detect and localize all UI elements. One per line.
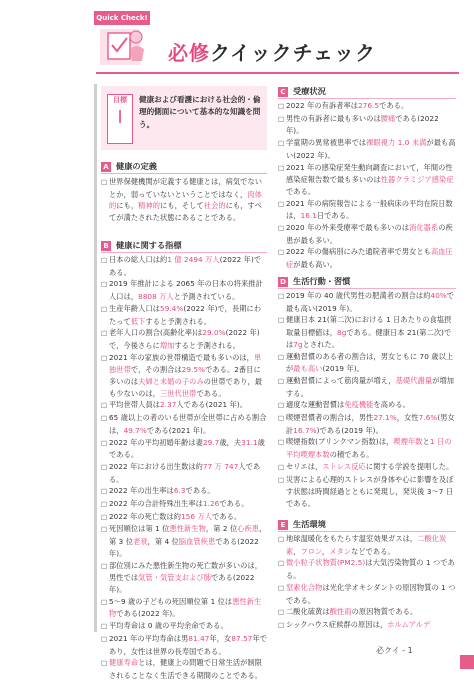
- text-segment: 災害による心理的ストレスが身体や心に影響を及ぼす状態は時間経過とともに発現し，発災後 3～7 日である。: [286, 474, 454, 508]
- text-segment: 29.5%: [181, 365, 206, 375]
- text-segment: 16.1: [300, 211, 317, 221]
- text-segment: である。: [379, 101, 409, 110]
- page-number: 必クイ - 1: [376, 646, 413, 655]
- text-segment: 健康日本 21(第二次)における 1 日あたりの食塩摂取量目標値は，: [286, 315, 452, 338]
- list-item: [278, 162, 456, 198]
- text-segment: である。: [196, 388, 226, 398]
- list-item: [278, 582, 456, 606]
- section-title: 生活環境: [293, 519, 326, 529]
- text-segment: 消化器系: [409, 223, 439, 233]
- text-segment: にも，そして: [160, 201, 204, 211]
- text-segment: 世界保健機関が定義する健康とは，病気でないとか，弱っていないということではなく，: [109, 177, 263, 199]
- section-title: 受療状況: [293, 86, 326, 96]
- text-segment: 2022 年の有訴者率は: [286, 101, 359, 110]
- text-segment: 日本の総人口は約: [109, 255, 168, 264]
- text-segment: 基礎代謝量: [395, 375, 433, 385]
- text-segment: で最も高い(2019 年)。: [286, 291, 455, 313]
- list-item: [101, 560, 267, 596]
- text-segment: 2022 年の平均初婚年齢は妻: [109, 437, 203, 447]
- text-segment: 年，女: [209, 633, 232, 643]
- text-segment: は大気汚染物質の 1 つである。: [286, 558, 455, 581]
- text-segment: 8808 万人: [138, 292, 174, 302]
- text-segment: 性器クラミジア感染症: [380, 175, 454, 185]
- list-item: [101, 657, 267, 681]
- list-item: [278, 290, 456, 314]
- text-segment: の積である。: [329, 450, 374, 460]
- text-segment: ，: [321, 546, 330, 556]
- text-segment: の原因物質である。: [351, 607, 418, 617]
- list-item: [278, 375, 456, 399]
- text-segment: 31.1: [241, 437, 258, 447]
- text-segment: 1.26: [202, 499, 220, 509]
- text-segment: 7g: [293, 339, 303, 349]
- list-item: [101, 498, 267, 511]
- text-segment: (2019 年)。: [322, 364, 364, 374]
- list-item: [101, 399, 267, 412]
- text-segment: である。健康日本 21(第二次)では: [286, 328, 452, 349]
- text-segment: 2019 年の 40 歳代男性の肥満者の割合は約: [286, 291, 431, 300]
- section-badge: A: [101, 162, 111, 172]
- text-segment: の世帯であり，最も少ないのは，: [109, 377, 263, 398]
- section-d-header: [278, 276, 456, 287]
- section-badge: E: [278, 520, 288, 530]
- list-item: [278, 222, 456, 246]
- list-item: [101, 596, 267, 620]
- text-segment: 1 億 2494 万人: [167, 255, 220, 264]
- list-item: [101, 485, 267, 498]
- text-segment: (2022 年)で，今後さらに: [109, 328, 260, 350]
- text-segment: 65 歳以上の者のいる世帯が全世帯に占める割合は，: [109, 413, 267, 435]
- section-b-body: [101, 254, 267, 682]
- section-badge: D: [278, 277, 288, 287]
- left-margin-rule: [94, 84, 97, 632]
- text-segment: 2021 年の家族の世帯構造で最も多いのは，: [109, 352, 254, 362]
- text-segment: フロン: [300, 546, 322, 556]
- text-segment: である(2021 年)。: [146, 425, 211, 435]
- list-item: [101, 461, 267, 485]
- text-segment: 16.7%: [293, 425, 317, 435]
- text-segment: 裸眼視力 1.0 未満: [366, 138, 427, 148]
- text-segment: 歳，夫: [219, 437, 242, 447]
- text-segment: ，第 4 位: [147, 537, 179, 547]
- text-segment: すると予測される。: [174, 340, 241, 350]
- section-title: 健康の定義: [116, 161, 157, 171]
- text-segment: 8g: [337, 328, 347, 338]
- text-segment: 人である。: [109, 461, 261, 484]
- list-item: [101, 254, 267, 278]
- text-segment: 部位別にみた悪性新生物の死亡数が多いのは，男性では: [109, 560, 263, 583]
- text-segment: の疾患が最も多い。: [286, 223, 453, 245]
- section-e-body: [278, 533, 456, 632]
- text-segment: 5～9 歳の子どもの死因順位第 1 位は: [109, 596, 233, 606]
- text-segment: セリエは，: [286, 461, 323, 471]
- goal-tag: [107, 94, 133, 144]
- text-segment: 微小粒子状物質(PM2.5): [286, 558, 366, 568]
- text-segment: 49.7%: [123, 425, 147, 435]
- text-segment: 2022 年の死亡数は約: [109, 511, 182, 521]
- section-a-body: [101, 176, 267, 224]
- text-segment: 二酸化炭素: [286, 534, 447, 556]
- text-segment: と予測されている。: [173, 292, 240, 302]
- list-item: [278, 474, 456, 510]
- text-segment: 平均世帯人員は: [109, 400, 161, 410]
- list-item: [101, 620, 267, 633]
- text-segment: を高める。: [373, 400, 410, 410]
- text-segment: が増加する。: [286, 375, 455, 398]
- section-e-header: [278, 519, 456, 530]
- text-segment: 2021 年の平均寿命は男: [109, 633, 189, 643]
- list-item: [101, 633, 267, 657]
- text-segment: 77 万 747: [202, 461, 239, 471]
- text-segment: 27.1%: [373, 413, 397, 423]
- section-c-header: [278, 86, 456, 97]
- text-segment: ，第 2 位: [205, 524, 238, 534]
- text-segment: が最も高い。: [293, 260, 338, 270]
- text-segment: が最も高い(2022 年)。: [286, 138, 456, 160]
- section-b-header: [101, 240, 267, 251]
- text-segment: クイックチェック: [210, 41, 376, 65]
- text-segment: 1 日の平均喫煙本数: [286, 437, 452, 460]
- text-segment: 老年人口の割合(高齢化率)は: [109, 328, 203, 338]
- list-item: [101, 352, 267, 400]
- text-segment: 40%: [430, 291, 447, 300]
- text-segment: 必修: [168, 41, 210, 65]
- text-segment: である(2022 年)。: [116, 609, 180, 619]
- section-title: 健康に関する指標: [116, 240, 182, 250]
- text-segment: 年であり，女性は世界の長寿国である。: [109, 633, 267, 656]
- text-segment: 腰痛: [380, 113, 396, 123]
- text-segment: である。: [219, 499, 249, 509]
- text-segment: 2022 年における出生数は約: [109, 461, 203, 471]
- goal-box: [101, 86, 267, 150]
- text-segment: 気管・気管支および肺: [138, 573, 212, 583]
- text-segment: (2022 年)である。: [109, 255, 262, 277]
- list-item: [278, 314, 456, 350]
- text-segment: 免疫機能: [344, 400, 374, 410]
- text-segment: 単独世帯: [109, 352, 262, 375]
- text-segment: 平均寿命は 0 歳の平均余命である。: [109, 621, 228, 631]
- text-segment: 社会的: [203, 201, 226, 211]
- list-item: [278, 619, 456, 632]
- list-item: [278, 246, 456, 270]
- text-segment: 2021 年の病院報告による一般病床の平均在院日数は，: [286, 198, 453, 221]
- text-segment: シックハウス症候群の原因は，: [286, 619, 388, 629]
- text-segment: 最も高い: [293, 364, 323, 374]
- text-segment: 29.7: [202, 437, 220, 447]
- text-segment: である(2022 年)。: [109, 573, 255, 594]
- text-segment: 心疾患: [237, 524, 260, 534]
- text-segment: 健康寿命: [109, 658, 139, 668]
- text-segment: である(2022 年)。: [109, 537, 259, 558]
- text-segment: 29.0%: [202, 328, 226, 338]
- goal-label: 目標: [113, 96, 127, 104]
- text-segment: 三世代世帯: [160, 388, 197, 398]
- text-segment: 生産年齢人口は: [109, 303, 161, 313]
- text-segment: 運動習慣のある者の割合は，男女ともに 70 歳以上が: [286, 351, 454, 374]
- text-segment: 2020 年の外来受療率で最も多いのは: [286, 223, 410, 233]
- text-segment: 7.6%: [418, 413, 438, 423]
- page-corner-icon: [460, 655, 474, 669]
- text-segment: メタン: [329, 546, 352, 556]
- list-item: [278, 113, 456, 137]
- text-segment: 59.4%: [160, 303, 184, 313]
- section-d-body: [278, 290, 456, 510]
- text-segment: 2022 年の傷病別にみた通院者率で男女とも: [286, 247, 431, 257]
- text-segment: 喫煙習慣者の割合は，男性: [286, 413, 374, 423]
- text-segment: 精神的: [138, 201, 161, 211]
- text-segment: 男性の有訴者に最も多いのは: [286, 113, 381, 123]
- list-item: [278, 100, 456, 113]
- section-a-header: [101, 161, 267, 172]
- list-item: [101, 303, 267, 327]
- list-item: [101, 437, 267, 461]
- quick-check-label: Quick Check!: [96, 14, 148, 22]
- text-segment: 運動習慣によって筋肉量が増え，: [286, 375, 396, 385]
- text-segment: 増加: [159, 340, 175, 350]
- text-segment: ストレス反応: [322, 461, 366, 471]
- text-segment: とは，健康上の問題で日常生活が制限されることなく生活できる期間のことである。: [109, 658, 263, 680]
- text-segment: 2022 年の出生率は: [109, 486, 174, 496]
- text-segment: にも，: [116, 201, 139, 211]
- list-item: [278, 351, 456, 375]
- section-badge: B: [101, 241, 111, 251]
- text-segment: 日である。: [316, 211, 354, 221]
- text-segment: 適度な運動習慣は: [286, 400, 345, 410]
- text-segment: 夫婦と未婚の子のみ: [138, 377, 204, 387]
- list-item: [101, 278, 267, 302]
- goal-number: Ⅰ: [117, 107, 123, 128]
- text-segment: である。: [212, 511, 242, 521]
- text-segment: 2021 年の感染症発生動向調査において，年間の性感染症報告数で最も多いのは: [286, 162, 453, 185]
- text-segment: (男女計: [286, 413, 455, 435]
- list-item: [278, 533, 456, 557]
- title-divider: [96, 72, 459, 74]
- text-segment: )である(2019 年)。: [316, 425, 383, 435]
- text-segment: 肉体的: [109, 189, 262, 211]
- text-segment: である(2022 年)。: [286, 113, 439, 136]
- text-segment: 高血圧症: [286, 247, 453, 270]
- text-segment: 二酸化硫黄は: [286, 607, 330, 617]
- text-segment: 6.3: [173, 486, 186, 496]
- text-segment: 156 万人: [181, 511, 213, 521]
- section-c-body: [278, 100, 456, 271]
- text-segment: とされた。: [302, 339, 340, 349]
- text-segment: 2019 年推計による 2065 年の日本の将来推計人口は，: [109, 279, 263, 302]
- list-item: [278, 198, 456, 222]
- text-segment: 悪性新生物: [109, 596, 262, 619]
- list-item: [101, 412, 267, 436]
- text-segment: (2022 年)で，長期にわたって: [109, 303, 262, 326]
- text-segment: などである。: [351, 546, 395, 556]
- text-segment: で，その割合は: [130, 365, 182, 375]
- list-item: [278, 436, 456, 460]
- text-segment: 学童期の異常被患率では: [286, 138, 367, 148]
- text-segment: である。: [185, 486, 215, 496]
- text-segment: 2022 年の合計特殊出生率は: [109, 499, 203, 509]
- text-segment: 酸性雨: [329, 607, 352, 617]
- text-segment: 低下: [130, 316, 146, 326]
- text-segment: ，: [293, 546, 301, 556]
- text-segment: 276.5: [358, 101, 380, 110]
- text-segment: である。: [286, 186, 316, 196]
- text-segment: と: [422, 437, 430, 447]
- text-segment: 喫煙年数: [393, 437, 423, 447]
- text-segment: ，第 3 位: [109, 524, 267, 547]
- text-segment: 人である(2021 年)。: [176, 400, 248, 410]
- text-segment: 歳である。: [109, 437, 265, 460]
- text-segment: にも，すべてが満たされた状態にあることである。: [109, 201, 262, 223]
- text-segment: 悪性新生物: [169, 524, 206, 534]
- list-item: [278, 557, 456, 581]
- text-segment: である。2番目に多いのは: [109, 365, 261, 387]
- text-segment: に関する学説を提唱した。: [365, 461, 454, 471]
- page-title: [168, 37, 376, 66]
- text-segment: 脳血管疾患: [178, 537, 216, 547]
- list-item: [101, 511, 267, 524]
- list-item: [101, 523, 267, 559]
- text-segment: ，女性: [396, 413, 419, 423]
- text-segment: すると予測される。: [145, 316, 212, 326]
- section-title: 生活行動・習慣: [293, 276, 351, 286]
- text-segment: 2.37: [160, 400, 177, 410]
- list-item: [278, 137, 456, 161]
- list-item: [101, 327, 267, 351]
- section-badge: C: [278, 87, 288, 97]
- text-segment: ホルムアルデ: [387, 619, 431, 629]
- list-item: [278, 412, 456, 436]
- list-item: [278, 461, 456, 474]
- list-item: [278, 399, 456, 412]
- text-segment: 喫煙指数(ブリンクマン指数)は，: [286, 437, 394, 447]
- text-segment: 窒素化合物: [286, 582, 323, 592]
- text-segment: 死因順位は第 1 位: [109, 524, 170, 534]
- text-segment: 81.47: [188, 633, 210, 643]
- text-segment: は光化学オキシダントの原因物質の 1 つである。: [286, 582, 456, 605]
- list-item: [278, 606, 456, 619]
- text-segment: 地球温暖化をもたらす温室効果ガスは，: [286, 534, 418, 543]
- goal-text: 健康および看護における社会的・倫理的側面について基本的な知識を問う。: [139, 95, 261, 129]
- text-segment: 87.57: [231, 633, 253, 643]
- text-segment: 老衰: [133, 537, 148, 547]
